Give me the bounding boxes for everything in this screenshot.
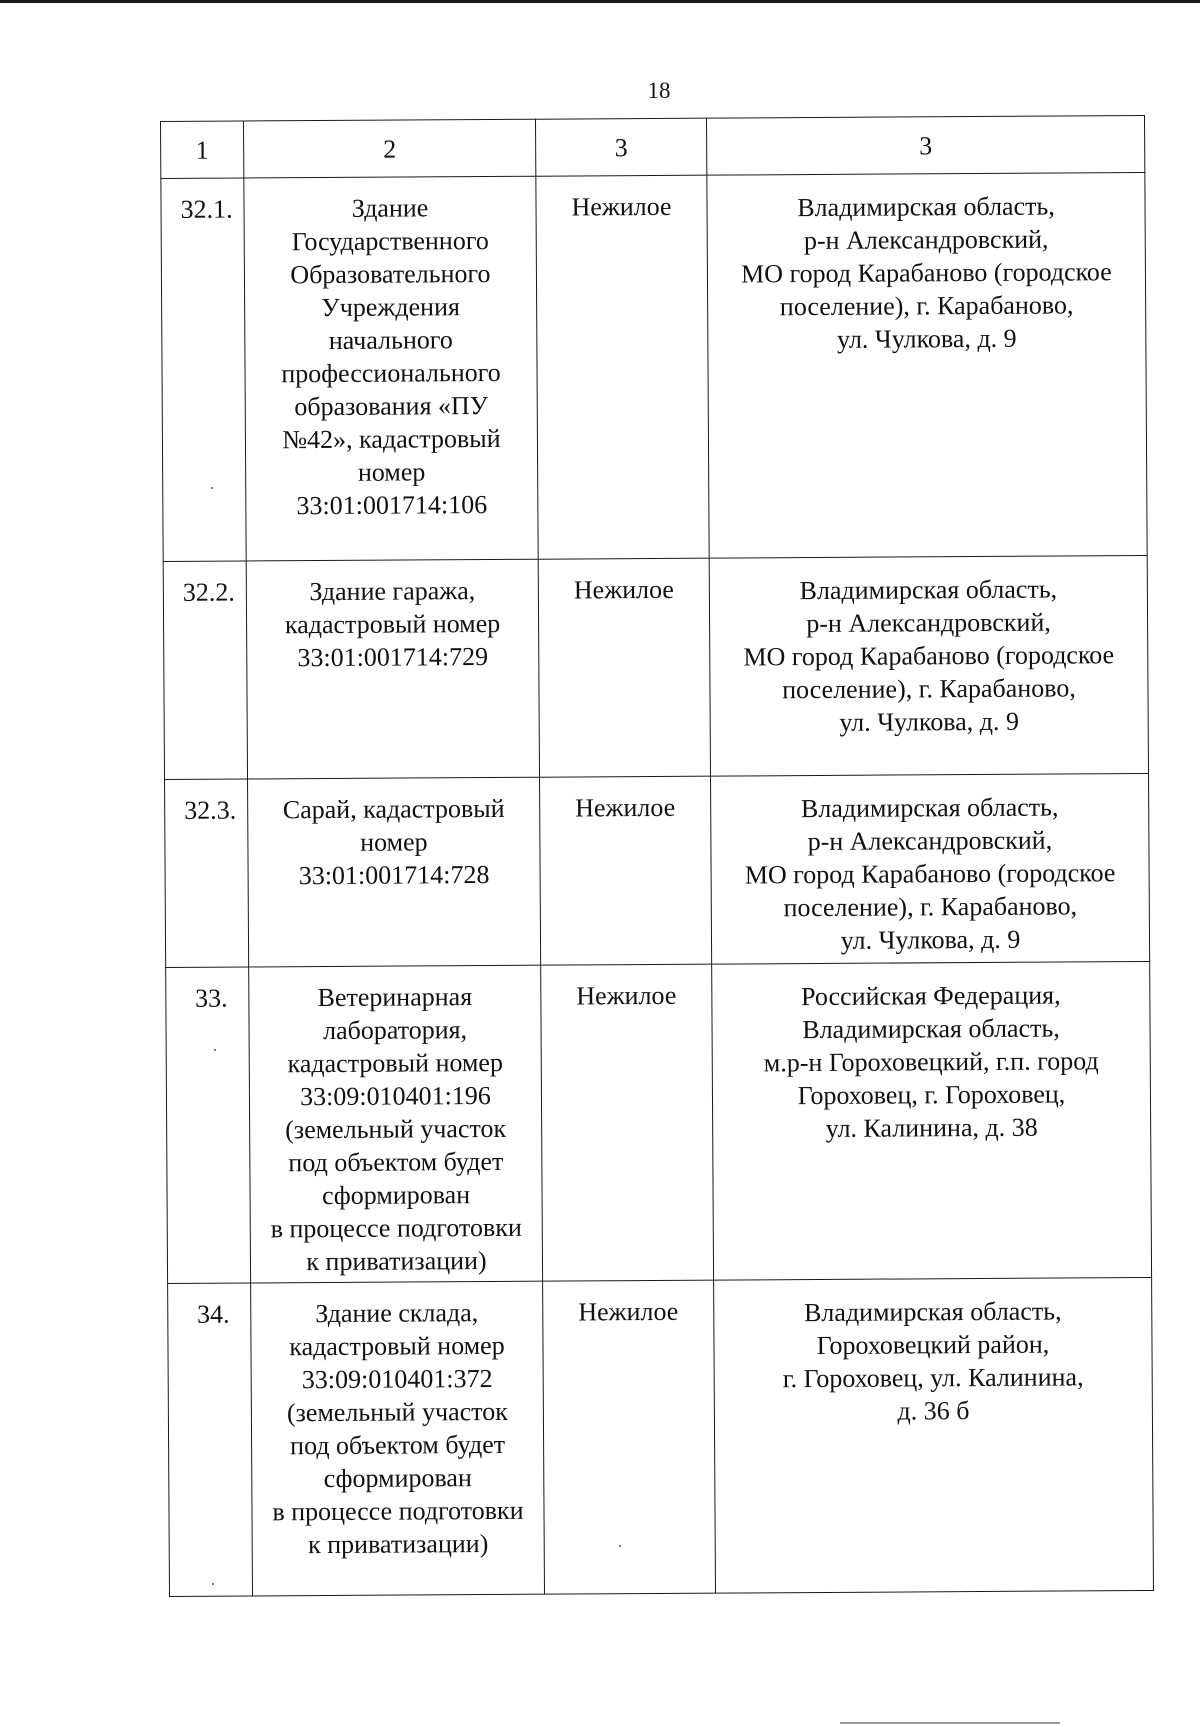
header-cell: 1 [161,121,244,179]
object-address-line: Владимирская область, [799,574,1058,606]
object-name [249,965,543,1283]
row-number: 33. [166,967,251,1284]
scan-speck [619,1545,621,1547]
table-row [166,961,1152,1283]
object-name-line: Здание склада, [315,1298,479,1329]
object-name-line: Ветеринарная [317,982,473,1013]
object-name-line: в процессе подготовки [270,1212,522,1244]
object-address-line: МО город Карабаново (городское [743,640,1115,672]
object-address-line: Владимирская область, [800,792,1059,824]
page-number [0,78,1200,104]
object-address-line: МО город Карабаново (городское [741,257,1112,289]
object-address-line: поселение), г. Карабаново, [783,891,1078,923]
object-address-line: Российская Федерация, [801,980,1061,1012]
object-name [244,176,538,561]
object-name-line: образования «ПУ [294,391,489,422]
scan-top-edge [0,0,1200,3]
object-name-line: Образовательного [290,258,491,290]
object-address-line: р-н Александровский, [806,607,1051,639]
row-number: 32.2. [163,561,247,780]
object-name-line: под объектом будет [288,1146,504,1178]
object-name-line: сформирован [323,1463,472,1494]
object-name-line: Государственного [291,225,489,257]
object-name-line: (земельный участок [285,1113,507,1145]
object-address-line: ул. Чулкова, д. 9 [836,323,1017,354]
object-name-line: к приватизации) [306,1246,487,1277]
header-cell: 2 [244,119,536,178]
scan-speck [214,1049,216,1051]
table-row [161,172,1147,561]
scan-speck [211,487,213,489]
object-address [707,172,1147,558]
object-address-line: ул. Чулкова, д. 9 [839,706,1020,737]
object-address-line: д. 36 б [897,1396,970,1426]
object-address-line: г. Гороховец, ул. Калинина, [782,1362,1084,1394]
scan-bottom-smudge [840,1722,1060,1724]
table-header-row [161,115,1145,178]
page-number-text: 18 [647,78,671,103]
object-address [714,1277,1154,1593]
object-address-line: Гороховец, г. Гороховец, [797,1079,1066,1111]
table-row [168,1277,1154,1596]
object-name-line: к приватизации) [307,1529,489,1560]
table-body [161,172,1154,1596]
object-name-line: 33:09:010401:372 [301,1363,493,1395]
object-name-line: профессионального [281,357,501,389]
object-name-line: сформирован [321,1180,471,1211]
object-address-line: ул. Чулкова, д. 9 [840,924,1021,955]
row-number: 34. [168,1283,253,1597]
scan-speck [212,1583,214,1585]
property-table [160,115,1154,1597]
object-name-line: кадастровый номер [284,608,501,640]
table-row [165,773,1150,967]
object-name-line: кадастровый номер [289,1330,505,1362]
object-name-line: начального [328,325,453,355]
object-name-line: 33:01:001714:106 [296,490,488,521]
object-type: Нежилое [543,1280,716,1594]
object-address [712,961,1152,1280]
object-name-line: 33:01:001714:729 [297,642,489,673]
object-name-line: номер [360,827,428,857]
table-row [163,555,1148,779]
object-name-line: Сарай, кадастровый [282,793,505,825]
header-cell: 3 [535,118,706,176]
row-number: 32.1. [161,178,246,561]
object-name-line: Здание [351,193,429,223]
object-address [709,555,1148,776]
object-name [251,1281,545,1596]
object-name-line: 33:09:010401:196 [300,1080,491,1112]
object-address-line: МО город Карабаново (городское [744,858,1116,890]
object-name-line: в процессе подготовки [272,1495,524,1527]
object-type: Нежилое [541,964,714,1281]
object-address-line: р-н Александровский, [803,224,1049,256]
object-name [246,559,539,779]
object-address-line: ул. Калинина, д. 38 [825,1112,1038,1143]
object-name-line: кадастровый номер [287,1047,504,1079]
object-address-line: Владимирская область, [803,1296,1062,1328]
object-name [248,777,541,967]
object-address-line: поселение), г. Карабаново, [779,290,1074,322]
object-name-line: Учреждения [321,292,460,323]
object-address-line: поселение), г. Карабаново, [782,673,1076,705]
object-name-line: (земельный участок [286,1396,508,1428]
object-type: Нежилое [536,175,709,559]
object-name-line: Здание гаража, [309,576,476,607]
object-name-line: №42», кадастровый [282,423,501,455]
object-address-line: Владимирская область, [802,1013,1060,1045]
object-name-line: номер [357,457,426,487]
object-address-line: Гороховецкий район, [816,1329,1050,1361]
object-address-line: м.р-н Гороховецкий, г.п. город [763,1046,1099,1078]
object-address-line: Владимирская область, [797,191,1055,223]
header-cell: 3 [706,115,1144,175]
object-address [711,773,1150,964]
object-type: Нежилое [538,558,710,777]
row-number: 32.3. [165,779,249,968]
object-name-line: лаборатория, [322,1015,468,1046]
object-name-line: 33:01:001714:728 [298,860,490,891]
object-type: Нежилое [540,776,712,965]
object-address-line: р-н Александровский, [807,825,1053,857]
object-name-line: под объектом будет [290,1429,506,1461]
